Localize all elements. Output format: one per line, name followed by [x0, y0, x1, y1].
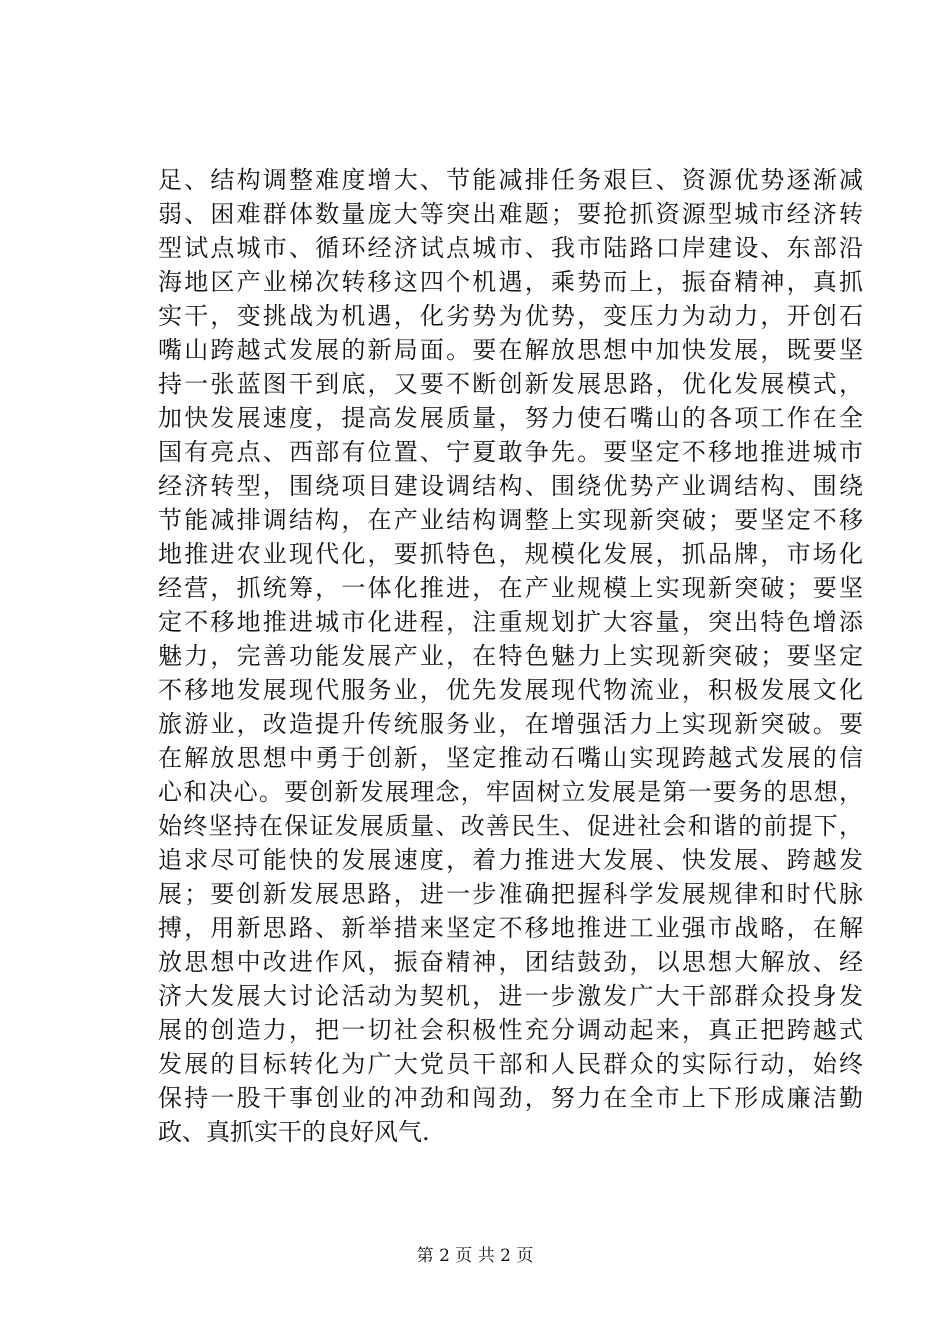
text-line: 实干，变挑战为机遇，化劣势为优势，变压力为动力，开创石: [158, 302, 863, 330]
text-line: 嘴山跨越式发展的新局面。要在解放思想中加快发展，既要坚: [158, 336, 863, 364]
text-line: 不移地发展现代服务业，优先发展现代物流业，积极发展文化: [158, 676, 863, 704]
text-line: 弱、困难群体数量庞大等突出难题；要抢抓资源型城市经济转: [158, 200, 863, 228]
text-line: 魅力，完善功能发展产业，在特色魅力上实现新突破；要坚定: [158, 642, 863, 670]
text-line: 发展的目标转化为广大党员干部和人民群众的实际行动，始终: [158, 1050, 863, 1078]
text-line: 足、结构调整难度增大、节能减排任务艰巨、资源优势逐渐减: [158, 166, 863, 194]
text-line: 定不移地推进城市化进程，注重规划扩大容量，突出特色增添: [158, 608, 863, 636]
text-line: 心和决心。要创新发展理念，牢固树立发展是第一要务的思想，: [158, 778, 863, 806]
text-line: 展；要创新发展思路，进一步准确把握科学发展规律和时代脉: [158, 880, 863, 908]
text-line: 追求尽可能快的发展速度，着力推进大发展、快发展、跨越发: [158, 846, 863, 874]
text-line: 持一张蓝图干到底，又要不断创新发展思路，优化发展模式，: [158, 370, 863, 398]
text-line: 加快发展速度，提高发展质量，努力使石嘴山的各项工作在全: [158, 404, 863, 432]
text-line: 济大发展大讨论活动为契机，进一步激发广大干部群众投身发: [158, 982, 863, 1010]
text-line: 经济转型，围绕项目建设调结构、围绕优势产业调结构、围绕: [158, 472, 863, 500]
text-line: 展的创造力，把一切社会积极性充分调动起来，真正把跨越式: [158, 1016, 863, 1044]
text-line: 搏，用新思路、新举措来坚定不移地推进工业强市战略，在解: [158, 914, 863, 942]
text-line: 在解放思想中勇于创新，坚定推动石嘴山实现跨越式发展的信: [158, 744, 863, 772]
body-text: [158, 163, 863, 1149]
text-line: 地推进农业现代化，要抓特色，规模化发展，抓品牌，市场化: [158, 540, 863, 568]
text-line: 经营，抓统筹，一体化推进，在产业规模上实现新突破；要坚: [158, 574, 863, 602]
text-line: 海地区产业梯次转移这四个机遇，乘势而上，振奋精神，真抓: [158, 268, 863, 296]
text-line: 政、真抓实干的良好风气.: [158, 1118, 430, 1146]
text-line: 始终坚持在保证发展质量、改善民生、促进社会和谐的前提下，: [158, 812, 863, 840]
text-line: 旅游业，改造提升传统服务业，在增强活力上实现新突破。要: [158, 710, 863, 738]
page-footer: 第 2 页 共 2 页: [416, 1246, 534, 1266]
text-line: 保持一股干事创业的冲劲和闯劲，努力在全市上下形成廉洁勤: [158, 1084, 863, 1112]
text-line: 型试点城市、循环经济试点城市、我市陆路口岸建设、东部沿: [158, 234, 863, 262]
text-line: 放思想中改进作风，振奋精神，团结鼓劲，以思想大解放、经: [158, 948, 863, 976]
text-line: 节能减排调结构，在产业结构调整上实现新突破；要坚定不移: [158, 506, 863, 534]
text-line: 国有亮点、西部有位置、宁夏敢争先。要坚定不移地推进城市: [158, 438, 863, 466]
